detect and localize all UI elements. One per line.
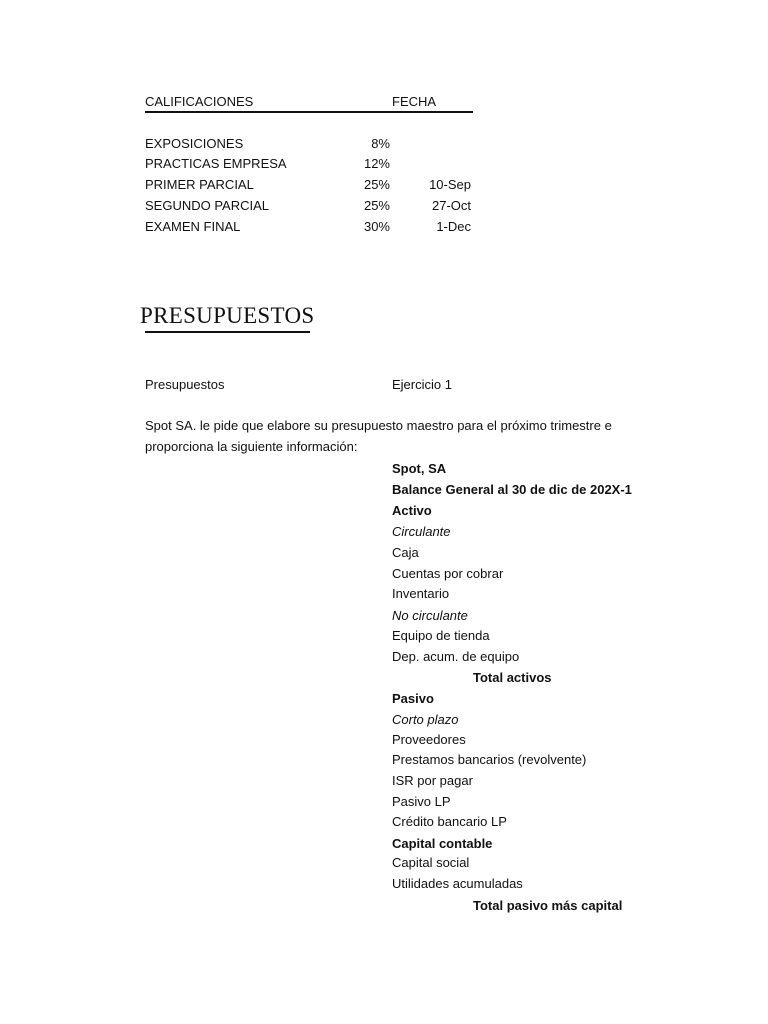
grade-item-weight: 8%	[371, 136, 390, 151]
liabilities-heading: Pasivo	[392, 691, 434, 706]
long-term-liabilities-line: Pasivo LP	[392, 794, 451, 809]
statement-title: Balance General al 30 de dic de 202X-1	[392, 482, 632, 497]
section-title-underline	[145, 331, 310, 333]
store-equipment-line: Equipo de tienda	[392, 628, 490, 643]
grade-item-label: PRACTICAS EMPRESA	[145, 156, 287, 171]
receivables-line: Cuentas por cobrar	[392, 566, 504, 581]
topic-label: Presupuestos	[145, 377, 225, 392]
grade-item-label: EXPOSICIONES	[145, 136, 244, 151]
noncurrent-assets-subheading: No circulante	[392, 608, 468, 623]
grades-header-rule	[145, 111, 473, 113]
grade-item-date: 10-Sep	[429, 177, 471, 192]
suppliers-line: Proveedores	[392, 732, 466, 747]
retained-earnings-line: Utilidades acumuladas	[392, 876, 523, 891]
cash-line: Caja	[392, 545, 419, 560]
share-capital-line: Capital social	[392, 855, 470, 870]
inventory-line: Inventario	[392, 586, 450, 601]
total-liabilities-equity-line: Total pasivo más capital	[473, 898, 623, 913]
instructions-line-1-container	[145, 418, 636, 436]
exercise-label: Ejercicio 1	[392, 377, 452, 392]
company-name: Spot, SA	[392, 461, 447, 476]
current-assets-subheading: Circulante	[392, 524, 451, 539]
grades-header-label: CALIFICACIONES	[145, 94, 254, 109]
short-term-subheading: Corto plazo	[392, 712, 459, 727]
revolving-bank-loans-line: Prestamos bancarios (revolvente)	[392, 752, 587, 767]
grade-item-weight: 12%	[363, 156, 390, 171]
grade-item-label: EXAMEN FINAL	[145, 219, 241, 234]
grade-item-label: PRIMER PARCIAL	[145, 177, 254, 192]
grade-item-date: 27-Oct	[431, 198, 471, 213]
total-assets-line: Total activos	[473, 670, 552, 685]
grade-item-date: 1-Dec	[436, 219, 471, 234]
grades-header-date: FECHA	[392, 94, 437, 109]
long-term-bank-credit-line: Crédito bancario LP	[392, 814, 507, 829]
assets-heading: Activo	[392, 503, 432, 518]
income-tax-payable-line: ISR por pagar	[392, 773, 473, 788]
grade-item-label: SEGUNDO PARCIAL	[145, 198, 270, 213]
grade-item-weight: 25%	[363, 198, 390, 213]
grade-item-weight: 25%	[363, 177, 390, 192]
equity-heading: Capital contable	[392, 836, 493, 851]
accumulated-depreciation-line: Dep. acum. de equipo	[392, 649, 520, 664]
instructions-line-1: Spot SA. le pide que elabore su presupuesto maestro para el próximo trimestre e	[145, 418, 612, 433]
instructions-line-2: proporciona la siguiente información:	[145, 439, 358, 454]
grade-item-weight: 30%	[363, 219, 390, 234]
section-title: PRESUPUESTOS	[140, 303, 315, 328]
